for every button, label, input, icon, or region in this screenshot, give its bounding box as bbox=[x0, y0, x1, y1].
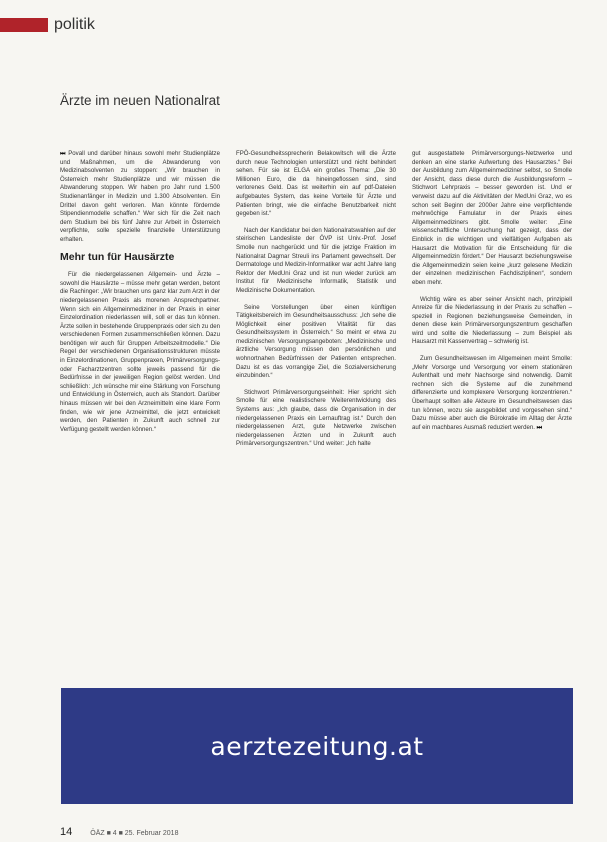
article-body bbox=[60, 150, 572, 678]
issue-info: ÖÄZ ■ 4 ■ 25. Februar 2018 bbox=[90, 830, 179, 837]
page-number: 14 bbox=[60, 826, 73, 838]
section-header bbox=[0, 16, 95, 34]
page-footer bbox=[60, 826, 178, 838]
article-column-1 bbox=[60, 150, 220, 678]
section-color-block bbox=[0, 18, 48, 32]
paragraph: FPÖ-Gesundheitssprecherin Belakowitsch will die Ärzte durch neue Technologien unterstützt und nicht behindert sehen. Für sie ist ELGA ein großes Thema: „Die 30 Millionen Euro, die da hineingeflossen sind, sind verlorenes Geld. Das ist weiterhin ein auf pdf-Dateien aufgebautes System, das keine Vorteile für Ärzte und Patienten bringt, wie die einfache Benutzbarkeit nicht gegeben ist.“ bbox=[236, 150, 396, 218]
paragraph: Nach der Kandidatur bei den Nationalratswahlen auf der steirischen Landesliste der ÖVP ist Univ.-Prof. Josef Smolle nun nachgerückt und für die jetzige Fraktion im Nationalrat Dagmar Streuli ins Parlament gewechselt. Der Dermatologe und Medizin-Informatiker war acht Jahre lang Rektor der MedUni Graz und ist nun wieder zurück am Institut für Medizinische Informatik, Statistik und Medizinische Dokumentation. bbox=[236, 226, 396, 294]
website-url[interactable]: aerztezeitung.at bbox=[210, 731, 424, 761]
end-marker-icon: ⏭ bbox=[536, 423, 543, 431]
paragraph-text: Zum Gesundheitswesen im Allgemeinen meint Smolle: „Mehr Vorsorge und Versorgung vor einem stationären Aufenthalt und mehr Nachsorge sind notwendig. Damit rechnen sich die Systeme auf die zunehmend differenzierte und komplexere Versorgung konzentrieren.“ Überhaupt sollten alle Akteure im Gesundheitswesen das tun können, wozu sie ausgebildet und vorgesehen sind.“ Dazu müsse aber auch die Bürokratie im Alltag der Ärzte auf ein machbares Ausmaß reduziert werden. bbox=[412, 355, 572, 431]
start-marker-icon: ⏭ bbox=[60, 150, 66, 157]
paragraph-text: Povall und darüber hinaus sowohl mehr Studienplätze und Maßnahmen, um die Abwanderung von Medizinabsolventen zu stoppen: „Wir brauchen in Österreich mehr Studienplätze und wir müssen die Abwanderung stoppen. Wir haben pro Jahr rund 1.500 Studienanfänger in Medizin und 1.300 Absolventen. Ein Drittel davon geht verloren. Man könnte fördernde Stipendienmodelle schaffen.“ Wer sich für die Zeit nach dem Studium bei bis fünf Jahre zur Arbeit in Österreich verpflichte, solle spezielle finanzielle Unterstützung erhalten. bbox=[60, 150, 220, 243]
subheading: Mehr tun für Hausärzte bbox=[60, 250, 175, 263]
paragraph bbox=[412, 355, 572, 432]
article-column-2 bbox=[236, 150, 396, 678]
article-column-3 bbox=[412, 150, 572, 678]
paragraph: gut ausgestattete Primärversorgungs-Netzwerke und denken an eine starke Aufwertung des Hausarztes.“ Bei der Ausbildung zum Allgemeinmediziner selbst, so Smolle der Ansicht, dass diese durch die Ausbildungsreform – Stichwort Lehrpraxis – besser geworden ist. Und er verweist dazu auf die Aktivitäten der MedUni Graz, wo es schon seit Beginn der 2000er Jahre eine verpflichtende mehrwöchige Famulatur in der Praxis eines Allgemeinmediziners gibt. Smolle weiter: „Eine wissenschaftliche Untersuchung hat gezeigt, dass der Einblick in die wichtigen und vielfältigen Aufgaben als Hausarzt die Motivation für die Entscheidung für die Allgemeinmedizin fördert.“ Der Hausarzt beziehungsweise die Allgemeinmedizin seien keine „kurz gelesene Medizin der einzelnen medizinischen Fachdisziplinen“, sondern eben mehr. bbox=[412, 150, 572, 286]
paragraph: Wichtig wäre es aber seiner Ansicht nach, prinzipiell Anreize für die Niederlassung in der Praxis zu schaffen – speziell in Regionen beziehungsweise Gemeinden, in denen diese kein Primärversorgungszentrum geschaffen wird und sollte die Niederlassung – zum Beispiel als Hausarzt mit Kassenvertrag – schwierig ist. bbox=[412, 295, 572, 346]
paragraph: Stichwort Primärversorgungseinheit: Hier spricht sich Smolle für eine realistischere Weiterentwicklung des Systems aus: „Ich glaube, dass die Organisation in der niedergelassenen Praxis ein Lernauftrag ist.“ Durch den niedergelassenen Arzt, gute Netzwerke zwischen niedergelassenen Ärzten und in Zukunft auch Primärversorgungszentren.“ Und weiter: „Ich halte bbox=[236, 388, 396, 448]
paragraph: Für die niedergelassenen Allgemein- und Ärzte – sowohl die Hausärzte – müsse mehr getan werden, betont die Rachinger: „Wir brauchen uns ganz klar zum Arzt in der niedergelassenen Praxis als morenen Ansprechpartner. Wenn sich ein Allgemeinmediziner in der Praxis in einer Einzelordination niederlassen will, soll er das tun können. Ärzte sollen in bestehende Gruppenpraxis oder sich zu den verschiedenen Formen zusammenschließen können. Dazu benötigen wir auch für Gruppen Arbeitszeitmodelle.“ Die Regel der verschiedenen Organisationsstrukturen müsste in Einzelordinationen, Gruppenpraxen, Primärversorgungs- oder Facharztzentren sollte jeweils passend für die Bedürfnisse in der jeweiligen Region gelöst werden. Und schließlich: „Ich wünsche mir eine Stärkung von Forschung und Entwicklung in Österreich, auch als Standort. Darüber hinaus müssen wir bei den Arzneimitteln eine klare Form finden, wie wir jene Arzneimittel, die jetzt entwickelt werden, den Patienten in Zukunft auch schnell zur Verfügung gestellt werden können.“ bbox=[60, 271, 220, 433]
website-banner[interactable] bbox=[61, 688, 573, 804]
article-title: Ärzte im neuen Nationalrat bbox=[60, 93, 220, 108]
paragraph: Seine Vorstellungen über einen künftigen Tätigkeitsbereich im Gesundheitsausschuss: „Ich sehe die Möglichkeit einer positiven Vitalität für das Gesundheitssystem in Österreich.“ So meint er etwa zu medizinischen Versorgungsangeboten: „Medizinische und ärztliche Versorgung müssen den persönlichen und wohnortnahen Bedürfnissen der Patienten entsprechen. Dazu ist es das vorrangige Ziel, die Sozialversicherung einzubinden.“ bbox=[236, 303, 396, 380]
paragraph bbox=[60, 150, 220, 245]
section-label: politik bbox=[54, 16, 95, 33]
